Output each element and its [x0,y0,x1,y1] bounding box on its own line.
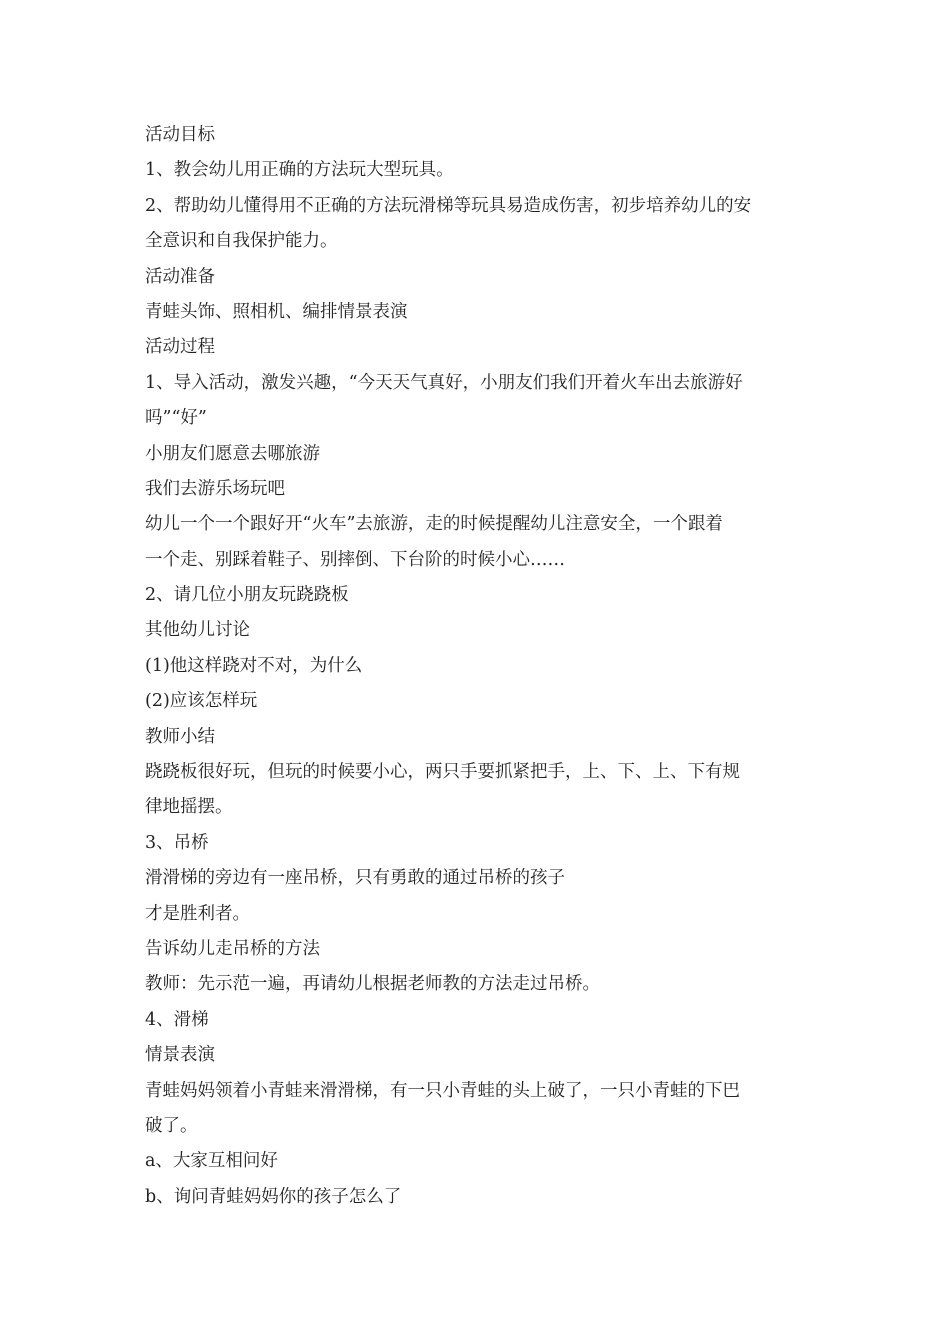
text-line: 活动过程 [145,337,215,358]
text-line: 2、请几位小朋友玩跷跷板 [145,585,349,606]
text-line: 滑滑梯的旁边有一座吊桥，只有勇敢的通过吊桥的孩子 [145,868,565,889]
text-line: 其他幼儿讨论 [145,620,250,641]
text-line: 青蛙头饰、照相机、编排情景表演 [145,301,408,322]
text-line: 一个走、别踩着鞋子、别摔倒、下台阶的时候小心…… [145,549,565,570]
text-line: (2)应该怎样玩 [145,691,258,712]
text-line: 跷跷板很好玩，但玩的时候要小心，两只手要抓紧把手，上、下、上、下有规 [145,762,740,783]
text-line: 1、导入活动，激发兴趣，“今天天气真好，小朋友们我们开着火车出去旅游好 [145,372,743,393]
text-line: 青蛙妈妈领着小青蛙来滑滑梯，有一只小青蛙的头上破了，一只小青蛙的下巴 [145,1080,740,1101]
text-line: 律地摇摆。 [145,797,233,818]
text-line: 活动目标 [145,125,215,145]
text-line: b、询问青蛙妈妈你的孩子怎么了 [145,1186,402,1207]
text-line: 2、帮助幼儿懂得用不正确的方法玩滑梯等玩具易造成伤害，初步培养幼儿的安 [145,195,752,216]
text-line: 幼儿一个一个跟好开“火车”去旅游，走的时候提醒幼儿注意安全，一个跟着 [145,514,723,535]
text-line: (1)他这样跷对不对，为什么 [145,655,363,676]
text-line: 1、教会幼儿用正确的方法玩大型玩具。 [145,160,454,181]
text-line: 我们去游乐场玩吧 [145,478,285,499]
text-line: 教师：先示范一遍，再请幼儿根据老师教的方法走过吊桥。 [145,974,600,995]
text-line: 教师小结 [145,726,215,747]
text-line: 吗”“好” [145,408,207,429]
text-line: 全意识和自我保护能力。 [145,231,338,252]
text-line: 破了。 [145,1115,198,1136]
text-line: 情景表演 [145,1045,215,1066]
text-line: 小朋友们愿意去哪旅游 [145,443,320,464]
text-line: 才是胜利者。 [145,903,250,924]
document-page [145,118,813,1215]
text-line: 4、滑梯 [145,1009,209,1030]
text-line: 3、吊桥 [145,832,209,853]
text-line: 告诉幼儿走吊桥的方法 [145,938,320,959]
text-line: a、大家互相问好 [145,1151,278,1172]
text-line: 活动准备 [145,266,215,287]
